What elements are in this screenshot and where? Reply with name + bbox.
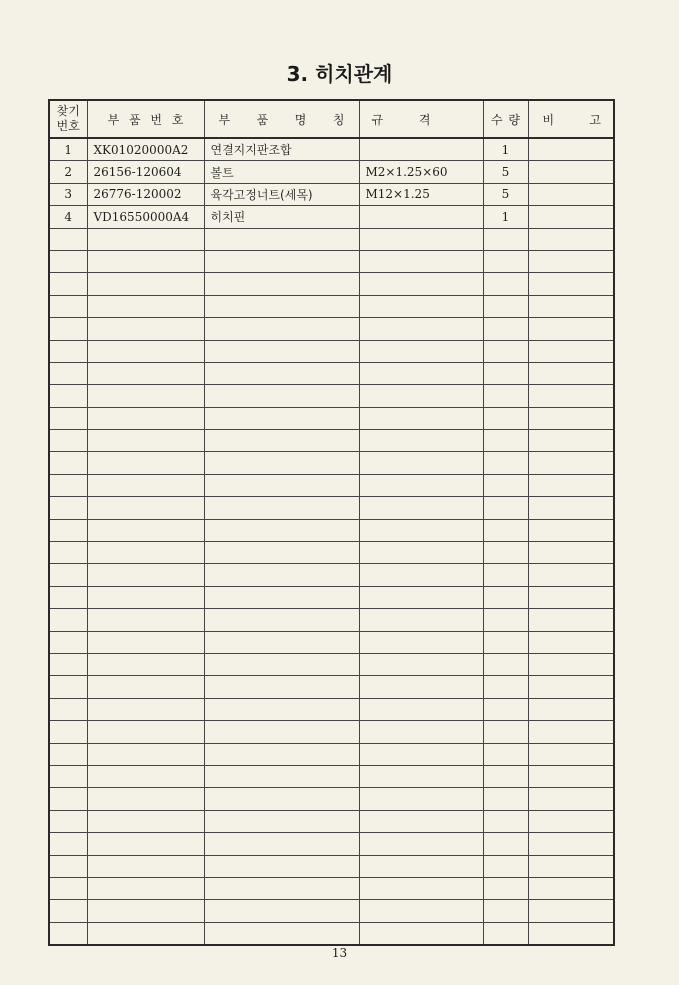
cell-remarks: [528, 743, 614, 765]
cell-name: [204, 295, 359, 317]
cell-remarks: [528, 452, 614, 474]
cell-qty: [483, 855, 528, 877]
cell-name: 볼트: [204, 161, 359, 183]
empty-table-row: [49, 653, 614, 675]
cell-qty: [483, 385, 528, 407]
cell-spec: [359, 676, 483, 698]
cell-no: 2: [49, 161, 87, 183]
cell-no: [49, 474, 87, 496]
cell-name: [204, 474, 359, 496]
cell-spec: [359, 273, 483, 295]
cell-remarks: [528, 161, 614, 183]
cell-remarks: [528, 900, 614, 922]
empty-table-row: [49, 452, 614, 474]
empty-table-row: [49, 362, 614, 384]
cell-part-number: [87, 474, 204, 496]
cell-part-number: [87, 765, 204, 787]
cell-part-number: [87, 653, 204, 675]
cell-name: [204, 788, 359, 810]
cell-spec: [359, 407, 483, 429]
cell-part-number: [87, 698, 204, 720]
empty-table-row: [49, 743, 614, 765]
cell-spec: [359, 250, 483, 272]
empty-table-row: [49, 631, 614, 653]
cell-part-number: VD16550000A4: [87, 206, 204, 228]
cell-no: [49, 542, 87, 564]
cell-no: 3: [49, 183, 87, 205]
cell-remarks: [528, 250, 614, 272]
empty-table-row: [49, 385, 614, 407]
cell-part-number: [87, 609, 204, 631]
cell-remarks: [528, 877, 614, 899]
cell-qty: [483, 743, 528, 765]
header-qty: 수 량: [483, 100, 528, 138]
cell-name: [204, 922, 359, 945]
cell-part-number: 26156-120604: [87, 161, 204, 183]
cell-spec: [359, 362, 483, 384]
cell-qty: [483, 721, 528, 743]
cell-no: [49, 788, 87, 810]
header-part-number: 부 품 번 호: [87, 100, 204, 138]
cell-remarks: [528, 810, 614, 832]
cell-part-number: [87, 743, 204, 765]
cell-qty: [483, 228, 528, 250]
cell-remarks: [528, 922, 614, 945]
cell-spec: [359, 564, 483, 586]
cell-spec: [359, 497, 483, 519]
empty-table-row: [49, 698, 614, 720]
cell-remarks: [528, 586, 614, 608]
cell-remarks: [528, 855, 614, 877]
cell-name: [204, 340, 359, 362]
cell-spec: [359, 542, 483, 564]
cell-name: [204, 676, 359, 698]
cell-qty: [483, 362, 528, 384]
cell-spec: [359, 653, 483, 675]
cell-qty: [483, 340, 528, 362]
page-number: 13: [331, 946, 348, 960]
cell-part-number: [87, 452, 204, 474]
empty-table-row: [49, 765, 614, 787]
cell-part-number: [87, 362, 204, 384]
cell-remarks: [528, 765, 614, 787]
cell-qty: [483, 564, 528, 586]
cell-name: [204, 698, 359, 720]
cell-remarks: [528, 698, 614, 720]
cell-qty: [483, 653, 528, 675]
cell-no: 1: [49, 138, 87, 161]
cell-qty: [483, 295, 528, 317]
cell-remarks: [528, 519, 614, 541]
cell-name: [204, 430, 359, 452]
cell-remarks: [528, 564, 614, 586]
cell-name: [204, 765, 359, 787]
cell-spec: [359, 877, 483, 899]
cell-no: [49, 855, 87, 877]
cell-qty: [483, 609, 528, 631]
cell-remarks: [528, 788, 614, 810]
cell-remarks: [528, 183, 614, 205]
cell-qty: [483, 810, 528, 832]
cell-remarks: [528, 653, 614, 675]
empty-table-row: [49, 676, 614, 698]
cell-no: [49, 362, 87, 384]
cell-remarks: [528, 497, 614, 519]
cell-qty: 1: [483, 138, 528, 161]
cell-no: [49, 318, 87, 340]
empty-table-row: [49, 788, 614, 810]
cell-part-number: [87, 407, 204, 429]
cell-qty: [483, 765, 528, 787]
cell-no: [49, 519, 87, 541]
table-row: [49, 161, 614, 183]
cell-part-number: [87, 877, 204, 899]
cell-no: [49, 653, 87, 675]
cell-qty: [483, 631, 528, 653]
cell-part-number: [87, 564, 204, 586]
cell-part-number: [87, 788, 204, 810]
cell-spec: [359, 698, 483, 720]
cell-qty: [483, 430, 528, 452]
cell-remarks: [528, 340, 614, 362]
empty-table-row: [49, 340, 614, 362]
cell-part-number: [87, 586, 204, 608]
cell-no: [49, 385, 87, 407]
cell-qty: [483, 788, 528, 810]
cell-spec: [359, 631, 483, 653]
cell-name: [204, 497, 359, 519]
cell-name: 육각고정너트(세목): [204, 183, 359, 205]
cell-remarks: [528, 206, 614, 228]
cell-name: [204, 564, 359, 586]
empty-table-row: [49, 833, 614, 855]
cell-spec: [359, 586, 483, 608]
cell-no: [49, 900, 87, 922]
cell-qty: [483, 318, 528, 340]
cell-qty: 5: [483, 183, 528, 205]
empty-table-row: [49, 250, 614, 272]
cell-no: [49, 564, 87, 586]
cell-part-number: [87, 430, 204, 452]
cell-name: [204, 228, 359, 250]
empty-table-row: [49, 900, 614, 922]
cell-name: [204, 855, 359, 877]
cell-spec: [359, 474, 483, 496]
cell-remarks: [528, 721, 614, 743]
table-row: [49, 206, 614, 228]
cell-no: [49, 721, 87, 743]
header-spec: 규 격: [359, 100, 483, 138]
cell-part-number: [87, 833, 204, 855]
cell-no: [49, 698, 87, 720]
empty-table-row: [49, 922, 614, 945]
cell-remarks: [528, 385, 614, 407]
cell-spec: M12×1.25: [359, 183, 483, 205]
parts-table: [48, 99, 615, 946]
empty-table-row: [49, 609, 614, 631]
cell-spec: [359, 295, 483, 317]
cell-spec: [359, 385, 483, 407]
table-row: [49, 183, 614, 205]
cell-part-number: [87, 900, 204, 922]
table-row: [49, 138, 614, 161]
cell-qty: [483, 474, 528, 496]
cell-name: [204, 653, 359, 675]
cell-spec: [359, 855, 483, 877]
cell-spec: [359, 900, 483, 922]
header-find-no: 찾기 번호: [49, 100, 87, 138]
cell-spec: [359, 810, 483, 832]
cell-spec: [359, 922, 483, 945]
cell-remarks: [528, 318, 614, 340]
cell-name: 히치핀: [204, 206, 359, 228]
empty-table-row: [49, 519, 614, 541]
cell-no: [49, 833, 87, 855]
cell-name: [204, 810, 359, 832]
cell-qty: [483, 273, 528, 295]
cell-no: [49, 810, 87, 832]
cell-name: [204, 250, 359, 272]
empty-table-row: [49, 318, 614, 340]
cell-part-number: [87, 385, 204, 407]
cell-qty: [483, 676, 528, 698]
cell-no: [49, 922, 87, 945]
header-remarks: 비 고: [528, 100, 614, 138]
cell-qty: [483, 250, 528, 272]
empty-table-row: [49, 564, 614, 586]
cell-name: 연결지지판조합: [204, 138, 359, 161]
cell-part-number: [87, 497, 204, 519]
cell-qty: [483, 586, 528, 608]
cell-name: [204, 833, 359, 855]
cell-remarks: [528, 362, 614, 384]
cell-spec: [359, 721, 483, 743]
cell-spec: [359, 609, 483, 631]
cell-spec: [359, 430, 483, 452]
empty-table-row: [49, 407, 614, 429]
table-header-row: [49, 100, 614, 138]
cell-part-number: [87, 340, 204, 362]
cell-remarks: [528, 833, 614, 855]
cell-name: [204, 631, 359, 653]
cell-part-number: [87, 250, 204, 272]
cell-no: [49, 497, 87, 519]
empty-table-row: [49, 721, 614, 743]
cell-remarks: [528, 609, 614, 631]
cell-name: [204, 273, 359, 295]
cell-remarks: [528, 295, 614, 317]
cell-part-number: [87, 810, 204, 832]
cell-spec: [359, 228, 483, 250]
cell-remarks: [528, 273, 614, 295]
cell-spec: [359, 138, 483, 161]
cell-no: [49, 452, 87, 474]
empty-table-row: [49, 810, 614, 832]
cell-no: [49, 250, 87, 272]
cell-remarks: [528, 474, 614, 496]
cell-remarks: [528, 228, 614, 250]
cell-part-number: [87, 676, 204, 698]
cell-spec: [359, 765, 483, 787]
cell-name: [204, 877, 359, 899]
empty-table-row: [49, 855, 614, 877]
empty-table-row: [49, 542, 614, 564]
cell-no: [49, 340, 87, 362]
cell-name: [204, 519, 359, 541]
cell-qty: [483, 833, 528, 855]
cell-part-number: [87, 542, 204, 564]
header-part-name: 부 품 명 칭: [204, 100, 359, 138]
cell-remarks: [528, 631, 614, 653]
cell-no: [49, 765, 87, 787]
cell-part-number: [87, 318, 204, 340]
cell-name: [204, 407, 359, 429]
cell-qty: [483, 497, 528, 519]
cell-qty: 1: [483, 206, 528, 228]
cell-remarks: [528, 138, 614, 161]
cell-qty: [483, 922, 528, 945]
page-title: 3. 히치관계: [286, 62, 393, 86]
cell-no: [49, 631, 87, 653]
cell-part-number: [87, 721, 204, 743]
cell-no: [49, 877, 87, 899]
cell-no: [49, 430, 87, 452]
cell-part-number: [87, 519, 204, 541]
cell-no: [49, 609, 87, 631]
cell-name: [204, 609, 359, 631]
cell-spec: [359, 743, 483, 765]
cell-no: [49, 228, 87, 250]
empty-table-row: [49, 877, 614, 899]
cell-remarks: [528, 430, 614, 452]
cell-part-number: XK01020000A2: [87, 138, 204, 161]
cell-spec: [359, 833, 483, 855]
cell-spec: [359, 340, 483, 362]
cell-part-number: [87, 855, 204, 877]
cell-no: [49, 273, 87, 295]
cell-qty: [483, 452, 528, 474]
cell-qty: [483, 698, 528, 720]
cell-spec: [359, 452, 483, 474]
cell-no: [49, 586, 87, 608]
cell-name: [204, 900, 359, 922]
cell-no: [49, 295, 87, 317]
cell-part-number: [87, 295, 204, 317]
cell-part-number: [87, 631, 204, 653]
cell-name: [204, 318, 359, 340]
cell-qty: [483, 877, 528, 899]
empty-table-row: [49, 295, 614, 317]
cell-qty: [483, 900, 528, 922]
empty-table-row: [49, 228, 614, 250]
cell-qty: [483, 407, 528, 429]
cell-remarks: [528, 407, 614, 429]
cell-no: [49, 407, 87, 429]
cell-qty: [483, 519, 528, 541]
empty-table-row: [49, 497, 614, 519]
cell-qty: [483, 542, 528, 564]
empty-table-row: [49, 273, 614, 295]
cell-name: [204, 362, 359, 384]
cell-name: [204, 743, 359, 765]
cell-spec: [359, 318, 483, 340]
cell-spec: [359, 519, 483, 541]
cell-part-number: [87, 273, 204, 295]
empty-table-row: [49, 586, 614, 608]
cell-name: [204, 542, 359, 564]
cell-part-number: [87, 922, 204, 945]
empty-table-row: [49, 474, 614, 496]
empty-table-row: [49, 430, 614, 452]
cell-spec: [359, 206, 483, 228]
cell-qty: 5: [483, 161, 528, 183]
cell-part-number: [87, 228, 204, 250]
cell-name: [204, 586, 359, 608]
cell-name: [204, 452, 359, 474]
cell-no: [49, 676, 87, 698]
cell-name: [204, 385, 359, 407]
cell-part-number: 26776-120002: [87, 183, 204, 205]
cell-name: [204, 721, 359, 743]
cell-no: [49, 743, 87, 765]
cell-remarks: [528, 676, 614, 698]
cell-spec: M2×1.25×60: [359, 161, 483, 183]
cell-no: 4: [49, 206, 87, 228]
cell-remarks: [528, 542, 614, 564]
table-body: [49, 138, 614, 945]
cell-spec: [359, 788, 483, 810]
